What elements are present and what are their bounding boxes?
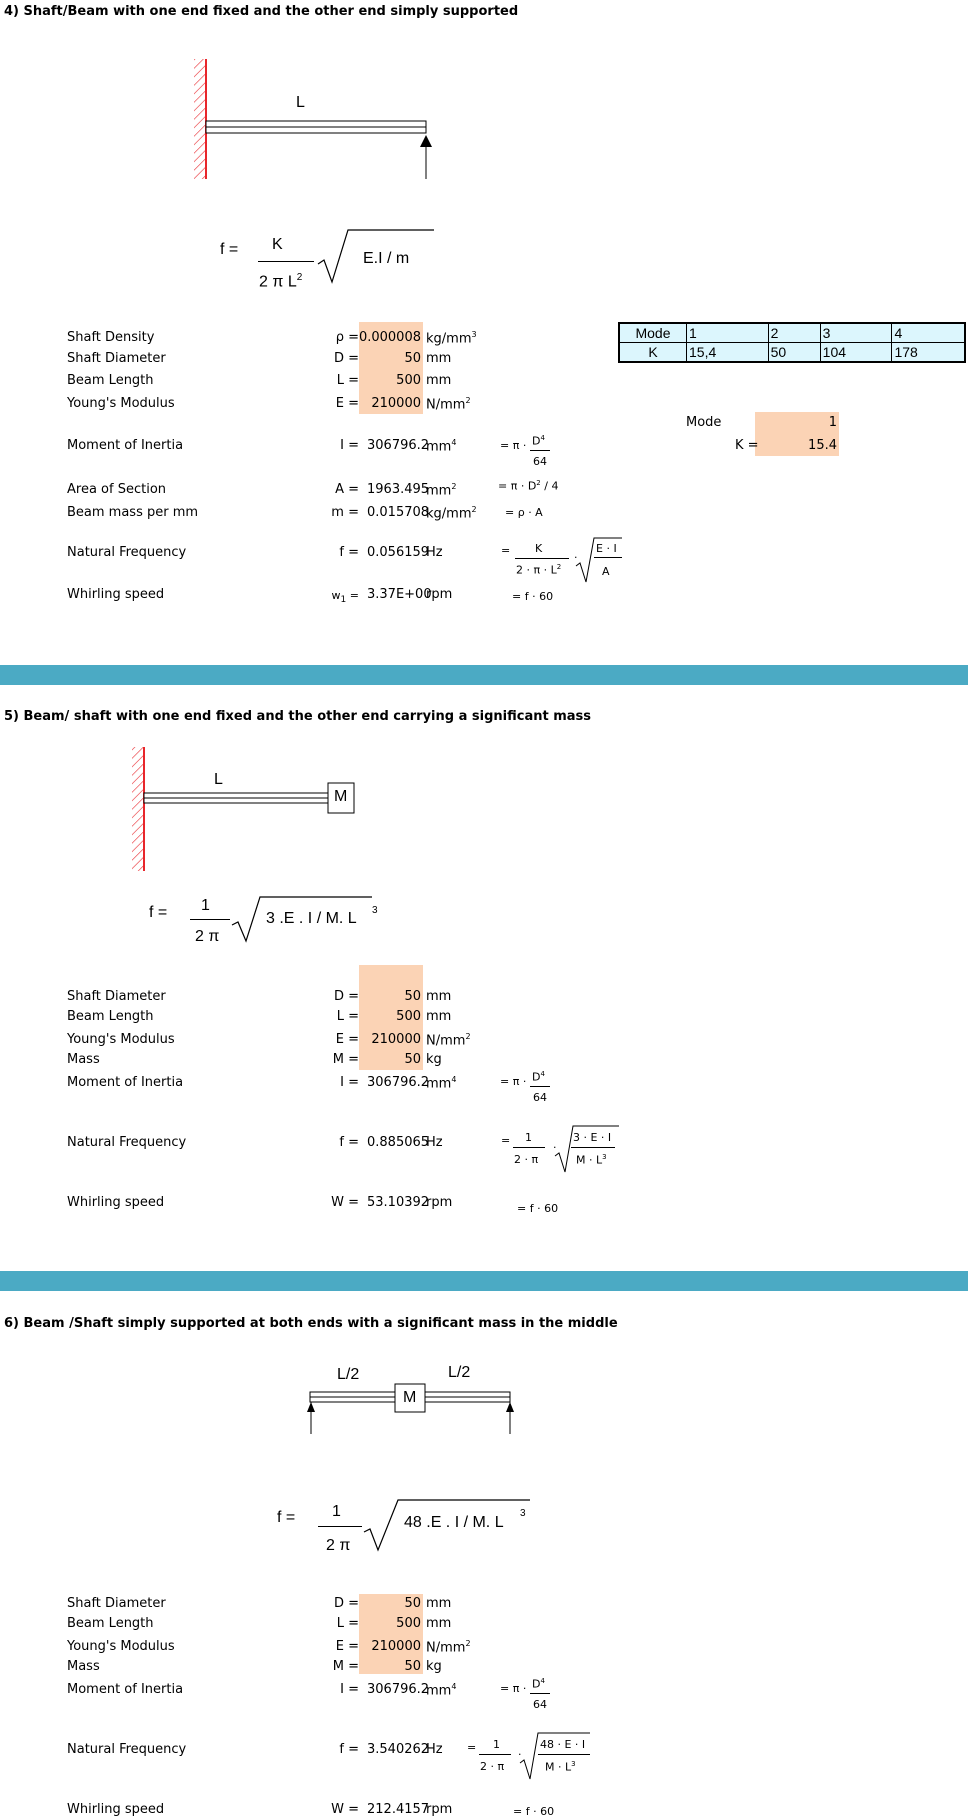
table-row	[619, 343, 965, 363]
formula-num: 1	[201, 897, 210, 914]
input-youngs-modulus[interactable]: 210000	[371, 1639, 421, 1654]
value-whirling-speed: 3.37E+00	[367, 587, 432, 602]
input-mass[interactable]: 50	[404, 1052, 421, 1067]
label-shaft-diameter: Shaft Diameter	[67, 989, 166, 1004]
fixed-simply-supported-diagram	[190, 55, 450, 185]
sym-d: D =	[333, 989, 359, 1004]
value-natural-frequency: 3.540262	[367, 1742, 430, 1757]
sym-a: A =	[335, 482, 359, 497]
formula-denominator: 2 π $L^2$	[259, 272, 303, 291]
sym-i: I =	[340, 1682, 359, 1697]
note-freq-den: 2 · π	[480, 1760, 505, 1773]
input-youngs-modulus[interactable]: 210000	[371, 396, 421, 411]
sym-m: m =	[331, 505, 359, 520]
value-moment-of-inertia: 306796.2	[367, 438, 430, 453]
unit-density: $kg/mm^3$	[426, 330, 477, 347]
value-area: 1963.495	[367, 482, 430, 497]
sym-l: L =	[336, 373, 359, 388]
length-label-left: L/2	[337, 1366, 360, 1383]
value-whirling-speed: 212.4157	[367, 1802, 430, 1817]
note-freq-eq: =	[501, 544, 511, 557]
formula-f-label: f =	[220, 241, 239, 258]
sym-f: f =	[339, 1742, 359, 1757]
note-freq-rbar	[571, 1147, 615, 1148]
input-shaft-density[interactable]: 0.000008	[358, 330, 421, 345]
length-label-L: L	[296, 94, 305, 111]
note-inertia-num: $D^4$	[532, 434, 545, 448]
note-freq-dot: ·	[553, 1141, 557, 1154]
note-inertia-den: 64	[533, 455, 547, 468]
unit-mass: kg	[426, 1052, 442, 1067]
label-youngs-modulus: Young's Modulus	[67, 1639, 175, 1654]
beam-icon	[206, 121, 426, 133]
sym-i: I =	[340, 438, 359, 453]
label-mode: Mode	[686, 415, 722, 430]
label-beam-length: Beam Length	[67, 1616, 154, 1631]
unit-area: $mm^2$	[426, 482, 457, 499]
unit-diameter: mm	[426, 1596, 452, 1611]
fixed-wall-icon	[194, 59, 206, 179]
sym-l: L =	[336, 1009, 359, 1024]
section-4-title: 4) Shaft/Beam with one end fixed and the other end simply supported	[4, 4, 519, 19]
unit-length: mm	[426, 373, 452, 388]
unit-length: mm	[426, 1616, 452, 1631]
formula-radicand: 3 .E . I / M. L	[266, 910, 357, 927]
label-youngs-modulus: Young's Modulus	[67, 396, 175, 411]
value-natural-frequency: 0.056159	[367, 545, 430, 560]
label-natural-frequency: Natural Frequency	[67, 545, 187, 560]
note-freq-rbar	[594, 557, 622, 558]
label-shaft-diameter: Shaft Diameter	[67, 1596, 166, 1611]
value-whirling-speed: 53.10392	[367, 1195, 430, 1210]
note-freq-dot: ·	[574, 551, 578, 564]
unit-mass: kg	[426, 1659, 442, 1674]
label-youngs-modulus: Young's Modulus	[67, 1032, 175, 1047]
label-mass: Mass	[67, 1052, 100, 1067]
sym-i: I =	[340, 1075, 359, 1090]
sym-e: E =	[335, 1032, 359, 1047]
label-whirling-speed: Whirling speed	[67, 1195, 165, 1210]
cantilever-mass-diagram	[128, 745, 368, 875]
right-support-arrow-icon	[506, 1402, 514, 1434]
table-cell: 1	[687, 323, 769, 343]
note-inertia-bar	[530, 1086, 550, 1087]
unit-mass: $kg/mm^2$	[426, 505, 477, 522]
sym-w: W =	[331, 1195, 359, 1210]
note-inertia-prefix: = π ·	[500, 1682, 527, 1695]
note-whirl: = f · 60	[513, 1805, 555, 1818]
unit-young: $N/mm^2$	[426, 1639, 471, 1656]
fraction-bar	[258, 261, 314, 262]
label-whirling-speed: Whirling speed	[67, 1802, 165, 1817]
note-freq-num: 1	[493, 1738, 500, 1751]
table-header-k: K	[619, 343, 687, 363]
table-cell: 104	[820, 343, 892, 363]
note-inertia-prefix: = π ·	[500, 1075, 527, 1088]
note-whirl: = f · 60	[512, 590, 554, 603]
unit-length: mm	[426, 1009, 452, 1024]
length-label-right: L/2	[448, 1364, 471, 1381]
table-row	[619, 323, 965, 343]
label-beam-length: Beam Length	[67, 373, 154, 388]
input-beam-length[interactable]: 500	[396, 1616, 421, 1631]
label-shaft-density: Shaft Density	[67, 330, 155, 345]
input-shaft-diameter[interactable]: 50	[404, 351, 421, 366]
sym-rho: ρ =	[335, 330, 359, 345]
label-natural-frequency: Natural Frequency	[67, 1742, 187, 1757]
simply-supported-mass-diagram	[300, 1378, 530, 1438]
note-freq-den: 2 · π	[514, 1153, 539, 1166]
formula-den: 2 π	[326, 1537, 351, 1554]
note-freq-eq: =	[501, 1134, 511, 1147]
label-moment-of-inertia: Moment of Inertia	[67, 438, 184, 453]
unit-young: $N/mm^2$	[426, 1032, 471, 1049]
label-moment-of-inertia: Moment of Inertia	[67, 1682, 184, 1697]
note-inertia-bar	[530, 450, 550, 451]
table-cell: 178	[892, 343, 965, 363]
input-shaft-diameter[interactable]: 50	[404, 989, 421, 1004]
value-natural-frequency: 0.885065	[367, 1135, 430, 1150]
sym-m: M =	[332, 1052, 359, 1067]
unit-inertia: $mm^4$	[426, 1682, 457, 1699]
unit-frequency: Hz	[426, 545, 443, 560]
note-freq-dot: ·	[518, 1748, 522, 1761]
note-whirl: = f · 60	[517, 1202, 559, 1215]
sym-m: M =	[332, 1659, 359, 1674]
note-freq-rnum: E · I	[596, 542, 617, 555]
input-shaft-diameter[interactable]: 50	[404, 1596, 421, 1611]
sym-l: L =	[336, 1616, 359, 1631]
formula-k: K	[272, 236, 283, 253]
formula-num: 1	[332, 1503, 341, 1520]
left-support-arrow-icon	[307, 1402, 315, 1434]
label-beam-length: Beam Length	[67, 1009, 154, 1024]
note-freq-den: $2 \cdot \pi \cdot L^2$	[516, 563, 562, 577]
label-area-of-section: Area of Section	[67, 482, 167, 497]
fixed-wall-icon	[132, 747, 144, 871]
formula-f-label: f =	[277, 1509, 296, 1526]
input-beam-length[interactable]: 500	[396, 373, 421, 388]
label-whirling-speed: Whirling speed	[67, 587, 165, 602]
formula-radicand: 48 .E . I / M. L	[404, 1514, 504, 1531]
unit-frequency: Hz	[426, 1135, 443, 1150]
unit-diameter: mm	[426, 351, 452, 366]
note-freq-bar	[479, 1754, 511, 1755]
note-inertia-den: 64	[533, 1698, 547, 1711]
sym-w1: $w_1$ =	[331, 589, 359, 606]
table-header-mode: Mode	[619, 323, 687, 343]
table-cell: 50	[768, 343, 820, 363]
label-natural-frequency: Natural Frequency	[67, 1135, 187, 1150]
sym-e: E =	[335, 396, 359, 411]
sym-w: W =	[331, 1802, 359, 1817]
fraction-bar	[190, 919, 230, 920]
unit-young: $N/mm^2$	[426, 396, 471, 413]
note-freq-rden: $M \cdot L^3$	[576, 1153, 607, 1167]
label-mass: Mass	[67, 1659, 100, 1674]
note-inertia-num: $D^4$	[532, 1677, 545, 1691]
note-freq-bar	[515, 558, 569, 559]
unit-inertia: $mm^4$	[426, 1075, 457, 1092]
input-mode[interactable]: 1	[828, 415, 837, 430]
mass-label-M: M	[334, 788, 348, 805]
value-moment-of-inertia: 306796.2	[367, 1075, 430, 1090]
value-moment-of-inertia: 306796.2	[367, 1682, 430, 1697]
note-freq-rden: $M \cdot L^3$	[545, 1760, 576, 1774]
unit-rpm: rpm	[426, 1802, 453, 1817]
formula-radicand-exp: 3	[372, 905, 378, 916]
unit-rpm: rpm	[426, 587, 453, 602]
section-divider	[0, 1271, 968, 1291]
sym-f: f =	[339, 545, 359, 560]
formula-radicand-exp: 3	[520, 1508, 526, 1519]
formula-f-label: f =	[149, 904, 168, 921]
sym-d: D =	[333, 1596, 359, 1611]
note-freq-rden: A	[602, 565, 610, 578]
note-freq-bar	[513, 1147, 545, 1148]
note-freq-num: K	[535, 542, 543, 555]
sym-d: D =	[333, 351, 359, 366]
table-cell: 15,4	[687, 343, 769, 363]
label-beam-mass: Beam mass per mm	[67, 505, 199, 520]
sym-e: E =	[335, 1639, 359, 1654]
sym-f: f =	[339, 1135, 359, 1150]
section-6-title: 6) Beam /Shaft simply supported at both ends with a significant mass in the middle	[4, 1316, 618, 1331]
beam-icon	[144, 793, 344, 803]
table-cell: 2	[768, 323, 820, 343]
label-shaft-diameter: Shaft Diameter	[67, 351, 166, 366]
table-cell: 4	[892, 323, 965, 343]
note-freq-num: 1	[525, 1131, 532, 1144]
unit-rpm: rpm	[426, 1195, 453, 1210]
label-k: K =	[735, 438, 759, 453]
table-cell: 3	[820, 323, 892, 343]
value-beam-mass: 0.015708	[367, 505, 430, 520]
mass-label-M: M	[403, 1389, 417, 1406]
note-freq-rnum: 48 · E · I	[540, 1738, 586, 1751]
formula-den: 2 π	[195, 928, 220, 945]
length-label-L: L	[214, 771, 223, 788]
note-inertia-prefix: = π ·	[500, 439, 527, 452]
label-moment-of-inertia: Moment of Inertia	[67, 1075, 184, 1090]
note-freq-rbar	[538, 1754, 590, 1755]
note-inertia-bar	[530, 1693, 550, 1694]
unit-frequency: Hz	[426, 1742, 443, 1757]
note-area: = $\pi \cdot D^2 / 4$	[498, 479, 559, 493]
note-freq-rnum: 3 · E · I	[573, 1131, 612, 1144]
fraction-bar	[318, 1526, 362, 1527]
value-k: 15.4	[808, 438, 837, 453]
section-5-title: 5) Beam/ shaft with one end fixed and the other end carrying a significant mass	[4, 709, 592, 724]
unit-diameter: mm	[426, 989, 452, 1004]
input-beam-length[interactable]: 500	[396, 1009, 421, 1024]
unit-inertia: $mm^4$	[426, 438, 457, 455]
note-freq-eq: =	[467, 1741, 477, 1754]
note-mass: = ρ · A	[505, 506, 543, 519]
section-divider	[0, 665, 968, 685]
mode-table	[618, 322, 966, 363]
formula-radicand: E.I / m	[363, 250, 410, 267]
note-inertia-den: 64	[533, 1091, 547, 1104]
input-youngs-modulus[interactable]: 210000	[371, 1032, 421, 1047]
input-mass[interactable]: 50	[404, 1659, 421, 1674]
note-inertia-num: $D^4$	[532, 1070, 545, 1084]
support-arrow-icon	[420, 135, 432, 179]
